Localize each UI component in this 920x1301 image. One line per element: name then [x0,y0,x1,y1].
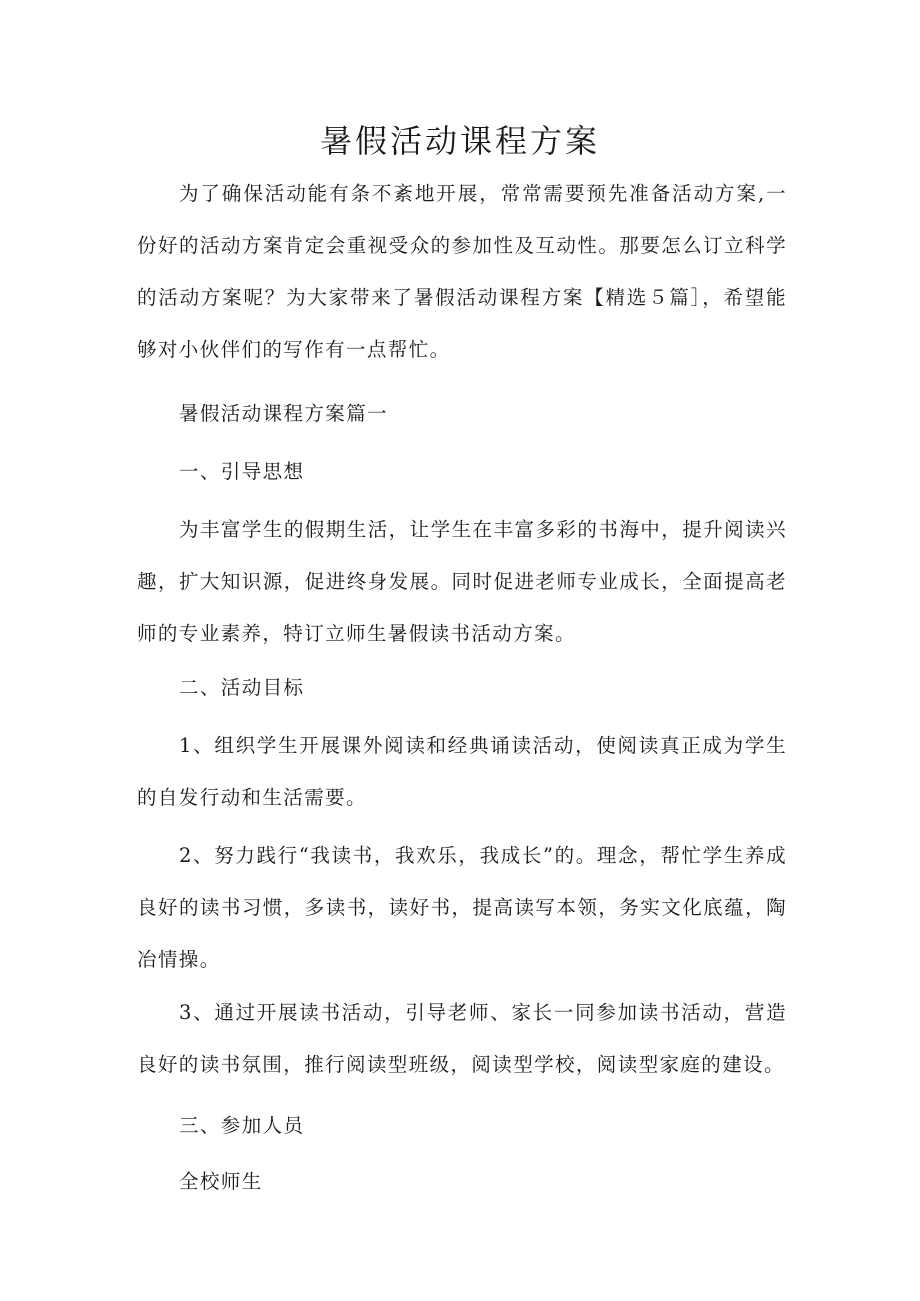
heading-activity-goals: 二、活动目标 [179,676,305,699]
guiding-thought-paragraph: 为丰富学生的假期生活，让学生在丰富多彩的书海中，提升阅读兴趣，扩大知识源，促进终身发展。同时促进老师专业成长，全面提高老师的专业素养，特订立师生暑假读书活动方案。 [137,518,787,645]
intro-paragraph: 为了确保活动能有条不紊地开展，常常需要预先准备活动方案,一份好的活动方案肯定会重视受众的参加性及互动性。那要怎么订立科学的活动方案呢？为大家带来了暑假活动课程方案【精选５篇］，希望能够对小伙伴们的写作有一点帮忙。 [137,182,787,361]
goal-item-1: 1、组织学生开展课外阅读和经典诵读活动，使阅读真正成为学生的自发行动和生活需要。 [137,734,787,809]
heading-guiding-thought: 一、引导思想 [179,460,305,483]
participants-text: 全校师生 [179,1170,263,1193]
goal-item-3: 3、通过开展读书活动，引导老师、家长一同参加读书活动，营造良好的读书氛围，推行阅读型班级，阅读型学校，阅读型家庭的建设。 [137,1001,787,1076]
heading-participants: 三、参加人员 [179,1114,305,1137]
goal-item-2: 2、努力践行“我读书，我欢乐，我成长”的。理念，帮忙学生养成良好的读书习惯，多读书，读好书，提高读写本领，务实文化底蕴，陶冶情操。 [137,844,787,971]
document-title: 暑假活动课程方案 [319,122,600,160]
section-title: 暑假活动课程方案篇一 [179,402,389,425]
